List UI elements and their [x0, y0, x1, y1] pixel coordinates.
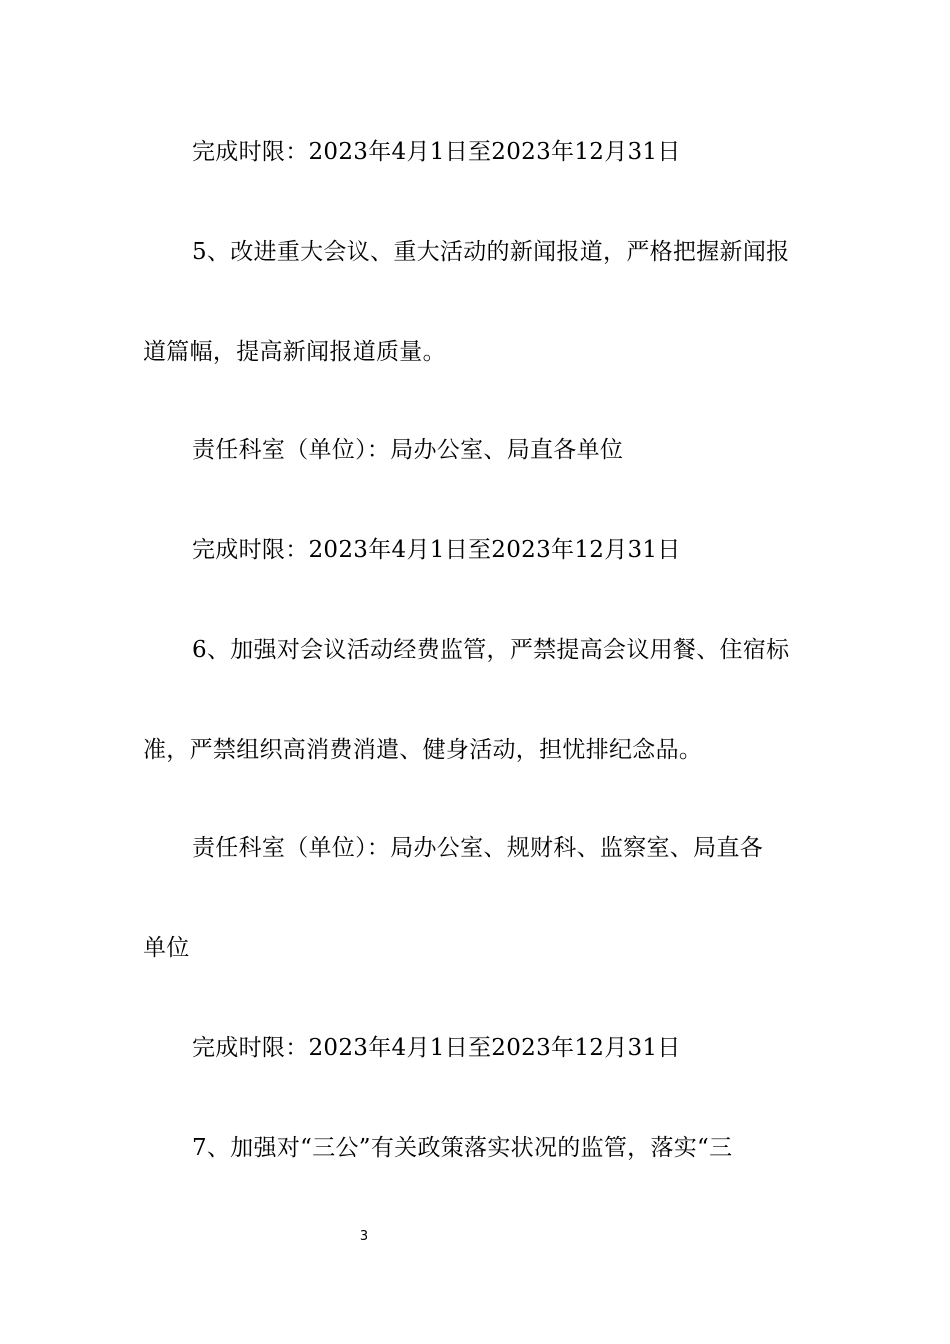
item-5-line-1: 5、改进重大会议、重大活动的新闻报道，严格把握新闻报	[192, 239, 790, 265]
responsible-unit-line-2: 责任科室（单位）：局办公室、规财科、监察室、局直各	[192, 835, 763, 861]
responsible-unit-line-1: 责任科室（单位）：局办公室、局直各单位	[192, 437, 624, 463]
item-5-line-2: 道篇幅，提高新闻报道质量。	[143, 339, 446, 365]
page-number: 3	[359, 1229, 369, 1244]
deadline-line-1: 完成时限：2023年4月1日至2023年12月31日	[192, 139, 681, 165]
item-6-line-1: 6、加强对会议活动经费监管，严禁提高会议用餐、住宿标	[192, 637, 790, 663]
deadline-line-3: 完成时限：2023年4月1日至2023年12月31日	[192, 1035, 681, 1061]
item-6-line-2: 准，严禁组织高消费消遣、健身活动，担忧排纪念品。	[143, 737, 703, 763]
item-7-line-1: 7、加强对“三公”有关政策落实状况的监管，落实“三	[192, 1135, 733, 1161]
responsible-unit-line-2-continued: 单位	[143, 935, 190, 961]
deadline-line-2: 完成时限：2023年4月1日至2023年12月31日	[192, 537, 681, 563]
